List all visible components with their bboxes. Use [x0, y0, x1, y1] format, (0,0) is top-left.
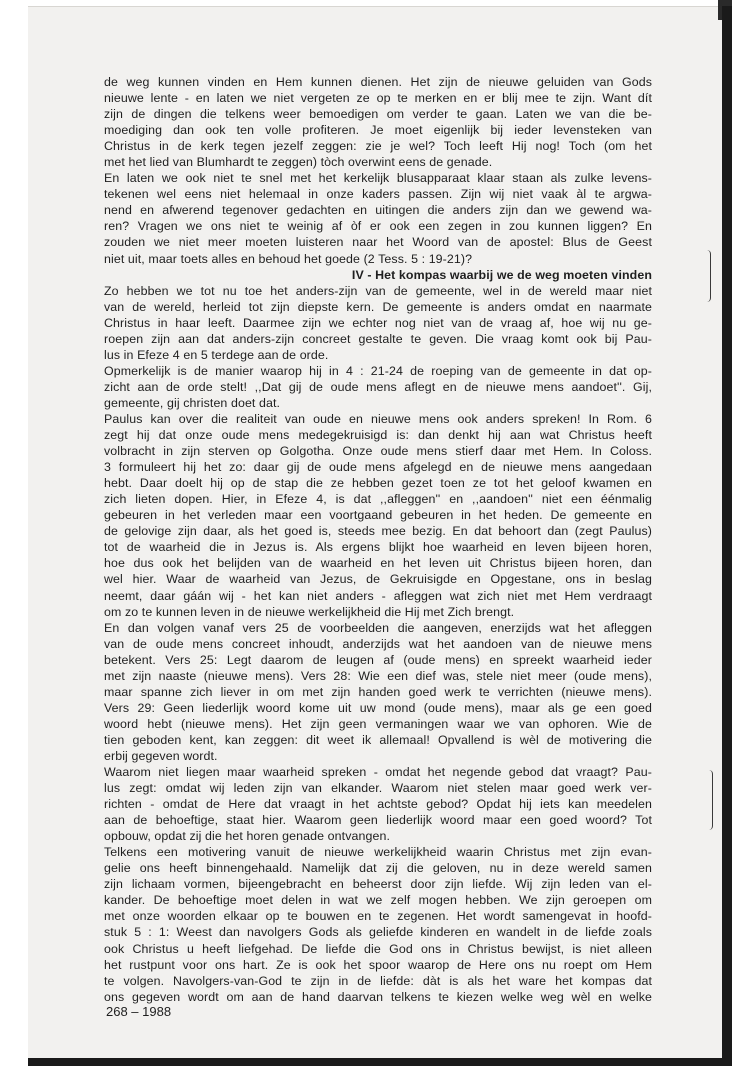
text-line: de gelovige zijn daar, als het goed is, steeds mee bezig. En dat behoort dan (zegt Paulus) — [104, 524, 652, 539]
text-line: zich lieten dopen. Hier, in Efeze 4, is dat ,,afleggen'' en ,,aandoen'' niet een éénmalig — [104, 492, 652, 507]
text-line: te volgen. Navolgers-van-God te zijn in de liefde: dàt is als het ware het kompas dat — [104, 973, 652, 988]
text-line: het rustpunt voor ons hart. Ze is ook het spoor waarop de Here ons nu roept om Hem — [104, 957, 652, 972]
text-line: gemeente, gij christen doet dat. — [104, 395, 281, 410]
text-line: Opmerkelijk is de manier waarop hij in 4 : 21-24 de roeping van de gemeente in dat op- — [104, 363, 652, 378]
text-line: van de oude mens concreet inhoudt, anderzijds wat het aandoen van de nieuwe mens — [104, 636, 652, 651]
text-line: En dan volgen vanaf vers 25 de voorbeelden die aangeven, enerzijds wat het afleggen — [104, 620, 652, 635]
text-line: hebt. Daar doelt hij op de stap die ze hebben gezet toen ze tot het geloof kwamen en — [104, 476, 652, 491]
text-line: stuk 5 : 1: Weest dan navolgers Gods als geliefde kinderen en wandelt in de liefde zoals — [104, 925, 652, 940]
text-line: kander. De behoeftige moet delen in wat we zelf mogen hebben. We zijn geroepen om — [104, 893, 652, 908]
text-line: woord hebt (nieuwe mens). Het zijn geen vermaningen waar we van ophoren. Wie de — [104, 716, 652, 731]
text-line: om zo te kunnen leven in de nieuwe werkelijkheid die Hij met Zich brengt. — [104, 604, 515, 619]
text-line: nieuwe lente - en laten we niet vergeten ze op te merken en er blij mee te zijn. Want dít — [104, 91, 652, 106]
text-line: neemt, daar gáán wij - het kan niet anders - afleggen wat zich niet met Hem verdraagt — [104, 588, 652, 603]
text-line: ons gegeven wordt om aan de hand daarvan telkens te kiezen welke weg wèl en welke — [104, 989, 652, 1004]
text-line: maar spanne zich liever in om met zijn handen goed werk te verrichten (nieuwe mens). — [104, 684, 652, 699]
text-line: richten - omdat de Here dat vraagt in het achtste gebod? Opdat hij iets kan meedelen — [104, 797, 652, 812]
text-line: Paulus kan over die realiteit van oude en nieuwe mens ook anders spreken! In Rom. 6 — [104, 411, 652, 426]
text-line: ren? Vragen we ons niet te weinig af òf er ook een zegen in zou kunnen liggen? En — [104, 219, 652, 234]
text-line: Zo hebben we tot nu toe het anders-zijn van de gemeente, wel in de wereld maar niet — [104, 283, 652, 298]
text-line: nend en afwerend tegenover gedachten en uitingen die anders zijn dan we gewend wa- — [104, 203, 652, 218]
text-line: moediging dan ook ten volle profiteren. Je moet eigenlijk bij ieder levensteken van — [104, 123, 652, 138]
text-line: met het lied van Blumhardt te zeggen) tòch overwint eens de genade. — [104, 155, 493, 170]
text-line: opbouw, opdat zij die het horen genade ontvangen. — [104, 829, 390, 844]
text-line: zouden we niet meer moeten luisteren naar het Woord van de apostel: Blus de Geest — [104, 235, 652, 250]
text-line: Telkens een motivering vanuit de nieuwe werkelijkheid waarin Christus met zijn evan- — [104, 845, 652, 860]
text-line: wel hier. Waar de waarheid van Jezus, de Gekruisigde en Opgestane, ons in beslag — [104, 572, 652, 587]
text-line: tekenen wel eens niet helemaal in onze kaders passen. Zijn wij niet vaak àl te argwa- — [104, 187, 652, 202]
text-line: gelie ons heeft binnengehaald. Namelijk dat zij die geloven, nu in deze wereld samen — [104, 861, 652, 876]
text-line: betekent. Vers 25: Legt daarom de leugen af (oude mens) en spreekt waarheid ieder — [104, 652, 652, 667]
text-line: zijn de dingen die telkens weer bemoedigen om verder te gaan. Laten we van die be- — [104, 107, 652, 122]
text-line: gebeuren in het verleden maar een voortgaand gebeuren in het heden. De gemeente en — [104, 508, 652, 523]
margin-mark-lower — [706, 770, 713, 830]
text-line: zicht aan de orde stelt! ,,Dat gij de oude mens aflegt en de nieuwe mens aandoet''. Gij, — [104, 379, 652, 394]
text-line: lus zegt: omdat wij leden zijn van elkander. Waarom niet stelen maar goed werk ver- — [104, 781, 652, 796]
scan-edge-bottom — [28, 1058, 732, 1066]
text-line: Christus in de kerk tegen jezelf zeggen: zie je wel? Toch leeft Hij nog! Toch (om het — [104, 139, 652, 154]
section-heading: IV - Het kompas waarbij we de weg moeten vinden — [351, 267, 652, 282]
text-line: En laten we ook niet te snel met het kerkelijk blusapparaat klaar staan als zulke levens- — [104, 171, 652, 186]
text-line: met zijn naaste (nieuwe mens). Vers 28: Wie een dief was, stele niet meer (oude mens), — [104, 668, 652, 683]
text-line: erbij gegeven wordt. — [104, 748, 218, 763]
text-line: lus in Efeze 4 en 5 terdege aan de orde. — [104, 347, 329, 362]
page-number-footer: 268 – 1988 — [106, 1004, 172, 1019]
article-body — [104, 74, 652, 1005]
text-line: 3 formuleert hij het zo: daar gij de oude mens afgelegd en de nieuwe mens aangedaan — [104, 460, 652, 475]
text-line: hoe dus ook het belijden van de waarheid en het leven uit Christus bijeen horen, dan — [104, 556, 652, 571]
text-line: tien geboden kent, kan zeggen: dit weet ik allemaal! Opvallend is wèl de motivering die — [104, 732, 652, 747]
text-line: met onze woorden elkaar op te bouwen en te zegenen. Het wordt samengevat in hoofd- — [104, 909, 652, 924]
text-line: ook Christus u heeft liefgehad. De liefde die God ons in Christus bewijst, is niet alleen — [104, 941, 652, 956]
margin-mark-upper — [704, 250, 711, 302]
text-line: volbracht in zijn sterven op Golgotha. Onze oude mens stierf daar met Hem. In Coloss. — [104, 444, 652, 459]
text-line: Vers 29: Geen liederlijk woord kome uit uw mond (oude mens), maar als ge een goed — [104, 700, 652, 715]
text-line: niet uit, maar toets alles en behoud het goede (2 Tess. 5 : 19-21)? — [104, 251, 473, 266]
text-line: roepen zijn aan dat anders-zijn concreet gestalte te geven. Die vraag komt ook bij Pau- — [104, 331, 652, 346]
text-line: de weg kunnen vinden en Hem kunnen dienen. Het zijn de nieuwe geluiden van Gods — [104, 75, 652, 89]
text-line: zijn lichaam vormen, bijeengebracht en beheerst door zijn liefde. Wij zijn leden van el- — [104, 877, 652, 892]
text-line: van de wereld, herleid tot zijn diepste kern. De gemeente is anders omdat en naarmate — [104, 299, 652, 314]
scan-edge-right — [722, 6, 732, 1066]
text-line: aan de behoeftige, staat hier. Waarom geen liederlijk woord maar een goed woord? Tot — [104, 813, 652, 828]
text-line: zegt hij dat onze oude mens medegekruisigd is: dan denkt hij aan wat Christus heeft — [104, 428, 652, 443]
text-line: Christus in haar leeft. Daarmee zijn we echter nog niet van de vraag af, hoe wij nu ge- — [104, 315, 652, 330]
text-line: tot de waarheid die in Jezus is. Als ergens blijkt hoe waarheid en leven bijeen horen, — [104, 540, 652, 555]
text-line: Waarom niet liegen maar waarheid spreken - omdat het negende gebod dat vraagt? Pau- — [104, 765, 652, 780]
